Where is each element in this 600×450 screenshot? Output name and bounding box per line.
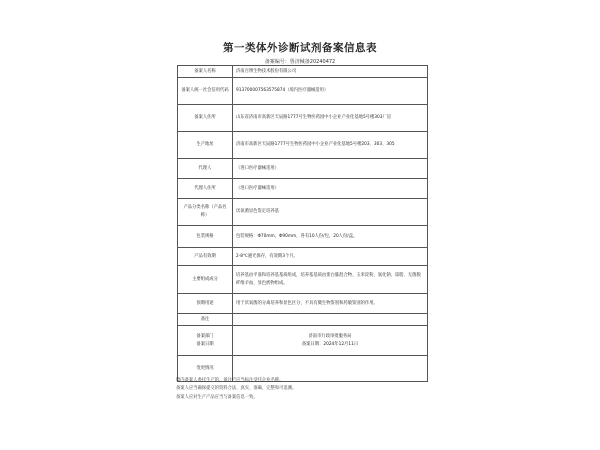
table-row bbox=[178, 105, 428, 132]
row-value: 包装规格：Φ70mm、Φ90mm，各有10人份/包，20人份/盒。 bbox=[233, 226, 428, 248]
table-row bbox=[178, 266, 428, 294]
row-label: 备注 bbox=[178, 314, 233, 326]
record-table bbox=[177, 65, 428, 382]
row-label: 代理人住所 bbox=[178, 179, 233, 199]
filing-date-label: 备案日期： bbox=[301, 341, 324, 347]
row-label: 备案部门 bbox=[196, 333, 214, 339]
table-row bbox=[178, 66, 428, 78]
table-row bbox=[178, 314, 428, 326]
table-row bbox=[178, 294, 428, 314]
row-label: 备案人统一社会信用代码 bbox=[178, 78, 233, 105]
row-label: 代理人 bbox=[178, 159, 233, 179]
row-value: 913700007563575874（境内医疗器械适用） bbox=[233, 78, 428, 105]
document-title: 第一类体外诊断试剂备案信息表 bbox=[223, 42, 377, 54]
row-label: 包装规格 bbox=[178, 226, 233, 248]
footnotes bbox=[176, 377, 296, 402]
row-label: 备案人住所 bbox=[178, 105, 233, 132]
footnote: 备案人应对生产产品应当与备案信息一致。 bbox=[176, 394, 258, 400]
table-row bbox=[178, 159, 428, 179]
row-label: 生产地址 bbox=[178, 132, 233, 159]
row-label-pair bbox=[178, 326, 233, 356]
filing-agency-cell bbox=[233, 326, 428, 356]
footnote: 备案人应当确保提交的资料合法、真实、准确、完整和可追溯。 bbox=[176, 386, 297, 392]
row-value: 济南百博生物技术股份有限公司 bbox=[233, 66, 428, 78]
record-number-label: 备案编号： bbox=[264, 59, 290, 65]
row-value: 2-8℃避光保存，有效期3个月。 bbox=[233, 248, 428, 266]
row-value: 山东省济南市高新区天辰路1777号生物医药园中小企业产业化基地5号楼303厂房 bbox=[233, 105, 428, 132]
record-number-value: 鲁济械备20240472 bbox=[289, 59, 336, 65]
row-label: 变更情况 bbox=[178, 356, 233, 382]
table-row bbox=[178, 78, 428, 105]
row-label: 产品有效期 bbox=[178, 248, 233, 266]
row-label: 产品分类名称（产品名称） bbox=[178, 199, 233, 226]
table-row bbox=[178, 226, 428, 248]
table-row bbox=[178, 132, 428, 159]
footnote: 境内备案人委托生产的，备注栏应当标注受托企业名称。 bbox=[176, 378, 284, 383]
row-value: （进口医疗器械适用） bbox=[233, 179, 428, 199]
row-value: （进口医疗器械适用） bbox=[233, 159, 428, 179]
record-number bbox=[0, 58, 600, 65]
row-value: 用于厌氧菌的分离培养和显色区分，不具有微生物鉴别和药敏鉴别的作用。 bbox=[233, 294, 428, 314]
table-row bbox=[178, 248, 428, 266]
filing-agency: 济南市行政审批服务局 bbox=[308, 333, 352, 339]
row-label: 主要组成成分 bbox=[178, 266, 233, 294]
filing-date bbox=[236, 341, 424, 349]
table-row bbox=[178, 326, 428, 356]
row-value: 厌氧菌显色鉴定培养基 bbox=[233, 199, 428, 226]
row-value: 培养基由平皿和培养基基质组成，培养基基质由蛋白胨混合物、玉米淀粉、氯化钠、琼脂、无菌脱纤维羊血、显色底物组成。 bbox=[233, 266, 428, 294]
row-label: 备案人名称 bbox=[178, 66, 233, 78]
table-row bbox=[178, 179, 428, 199]
row-value bbox=[233, 314, 428, 326]
row-sublabel: 备案日期 bbox=[196, 341, 214, 347]
filing-date-value: 2024年12月11日 bbox=[323, 341, 359, 347]
row-value: 济南市高新区天辰路1777号生物医药园中小企业产业化基地5号楼203、303、305 bbox=[233, 132, 428, 159]
row-label: 预期用途 bbox=[178, 294, 233, 314]
table-row bbox=[178, 199, 428, 226]
